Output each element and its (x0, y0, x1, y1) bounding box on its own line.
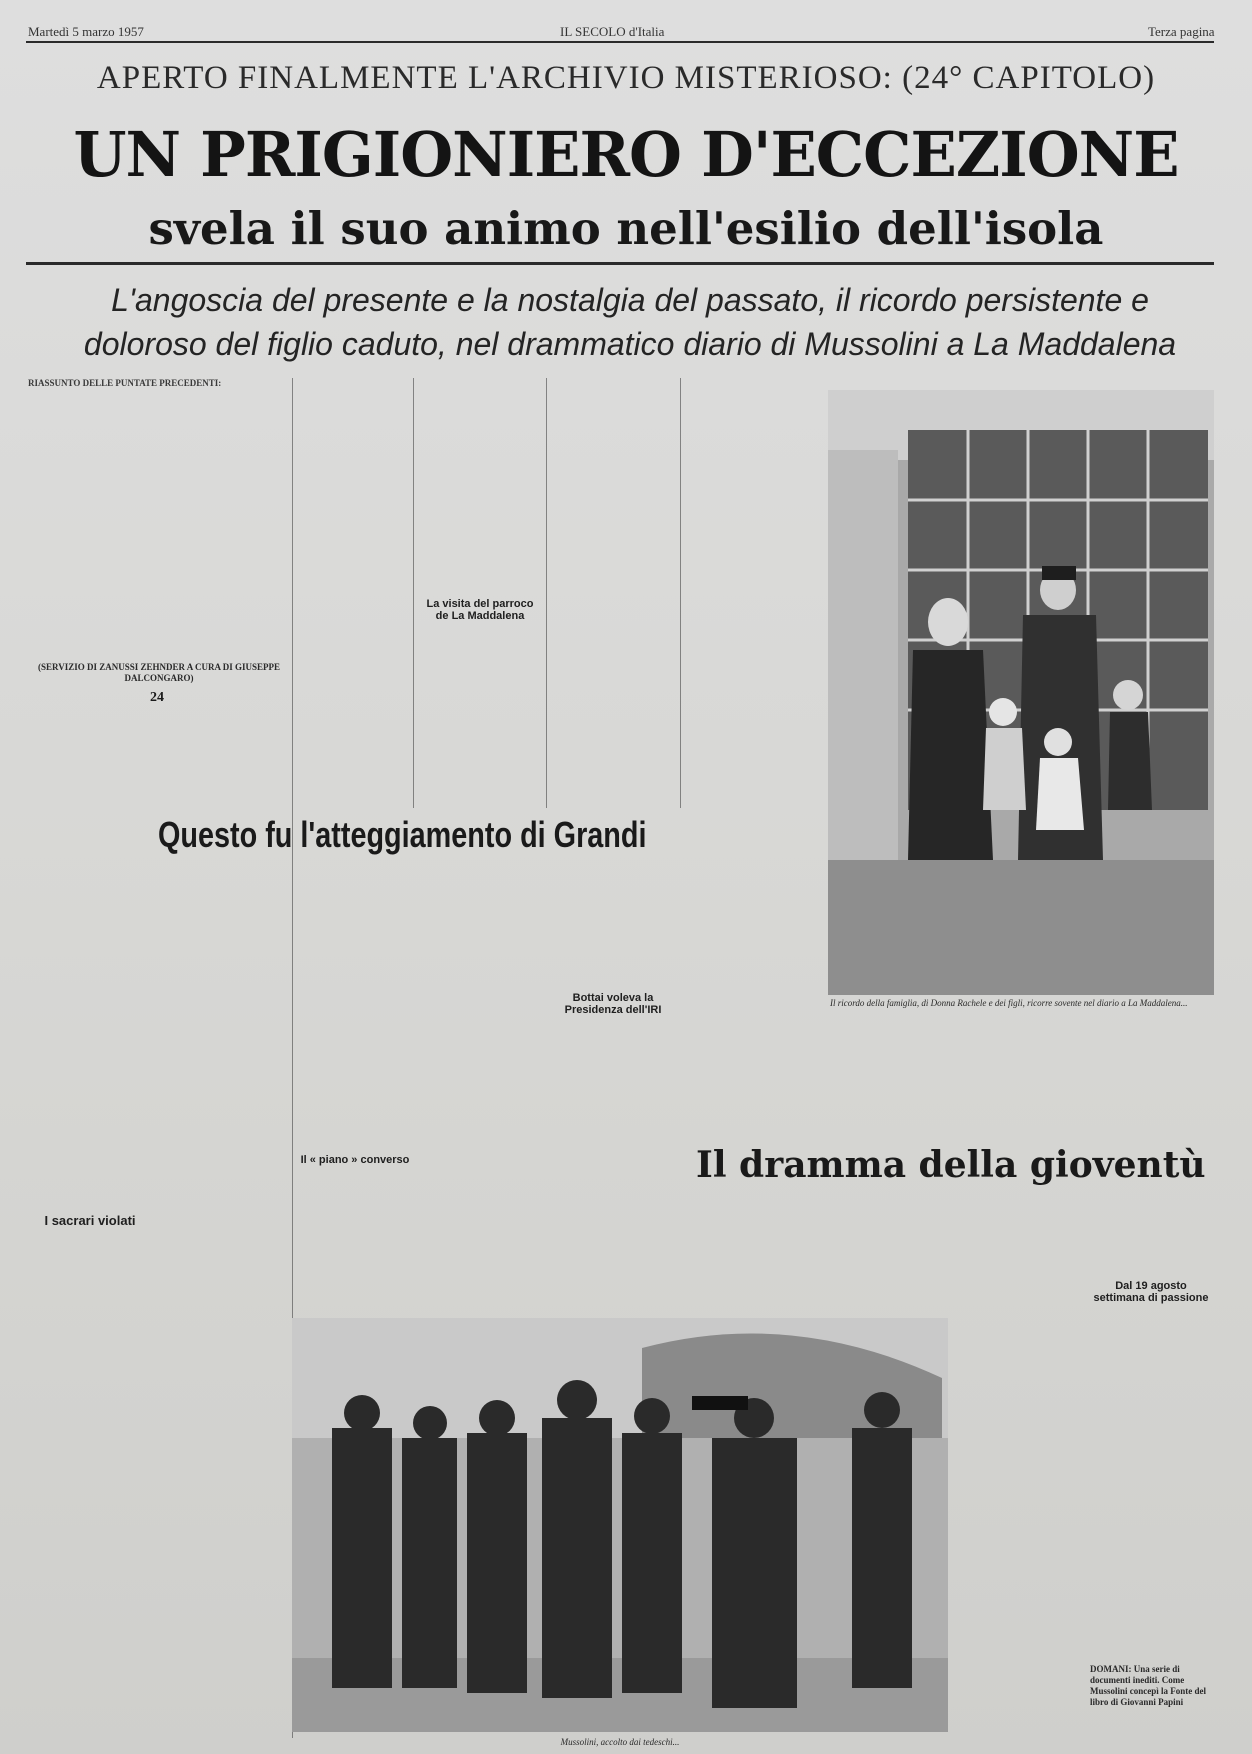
body-column-2 (160, 712, 286, 1737)
body-column-11 (828, 1036, 946, 1136)
body-column-18 (1088, 1322, 1214, 1652)
headline-main: UN PRIGIONIERO D'ECCEZIONE (73, 118, 1179, 191)
soldiers-photo (292, 1318, 948, 1732)
intro-lead: RIASSUNTO DELLE PUNTATE PRECEDENTI: (28, 378, 222, 388)
body-column-7 (296, 868, 411, 1308)
family-photo-caption: Il ricordo della famiglia, di Donna Rachele e dei figli, ricorre sovente nel diario a La Maddalena... (830, 998, 1188, 1008)
subhead-piano: Il « piano » converso (300, 1154, 410, 1166)
body-column-13 (1088, 1036, 1214, 1146)
body-column-17 (1088, 1196, 1214, 1276)
headline-rule (26, 262, 1214, 265)
subhead-agosto: Dal 19 agosto settimana di passione (1093, 1280, 1209, 1304)
body-column-4b (417, 640, 542, 808)
deck-line-2: doloroso del figlio caduto, nel drammatico diario di Mussolini a La Maddalena (83, 326, 1177, 362)
body-column-15 (828, 1196, 946, 1308)
intro-column (28, 378, 290, 658)
soldiers-photo-image (292, 1318, 948, 1732)
body-column-6 (684, 378, 824, 808)
paper-name: IL SECOLO d'Italia (560, 24, 665, 39)
page-label: Terza pagina (1148, 24, 1215, 39)
body-column-16 (954, 1196, 1080, 1736)
headline-secondary: svela il suo animo nell'esilio dell'isola (148, 202, 1104, 255)
family-photo-image (828, 390, 1214, 995)
intro-credit: (SERVIZIO DI ZANUSSI ZEHNDER A CURA DI GIUSEPPE DALCONGARO) (38, 662, 280, 683)
soldiers-photo-caption: Mussolini, accolto dai tedeschi... (560, 1737, 680, 1747)
kicker: APERTO FINALMENTE L'ARCHIVIO MISTERIOSO: (24° CAPITOLO) (96, 60, 1156, 96)
body-column-5 (550, 378, 676, 808)
body-column-14 (684, 1196, 824, 1308)
subhead-bottai: Bottai voleva la Presidenza dell'IRI (564, 992, 662, 1016)
deck (30, 278, 1230, 366)
family-photo (828, 390, 1214, 995)
subhead-sacrari: I sacrari violati (44, 1213, 136, 1228)
body-column-4 (417, 378, 542, 588)
body-column-12 (954, 1036, 1080, 1136)
body-column-9b (550, 1036, 676, 1308)
domani-box: DOMANI: Una serie di documenti inediti. Come Mussolini concepì la Fonte del libro di Giovanni Papini (1090, 1664, 1207, 1707)
headline-dramma: Il dramma della gioventù (696, 1144, 1206, 1186)
column-rule (680, 378, 681, 808)
deck-line-1: L'angoscia del presente e la nostalgia del passato, il ricordo persistente e (111, 282, 1149, 318)
header-rule (26, 41, 1214, 43)
body-column-9 (550, 868, 676, 978)
body-column-3 (296, 378, 409, 808)
headline-grandi: Questo fu l'atteggiamento di Grandi (158, 814, 647, 855)
chapter-number: 24 (150, 690, 164, 705)
column-rule (413, 378, 414, 808)
subhead-visita: La visita del parroco de La Maddalena (426, 598, 534, 622)
issue-date: Martedì 5 marzo 1957 (28, 24, 144, 39)
column-rule (546, 378, 547, 808)
body-column-8 (417, 868, 542, 1308)
